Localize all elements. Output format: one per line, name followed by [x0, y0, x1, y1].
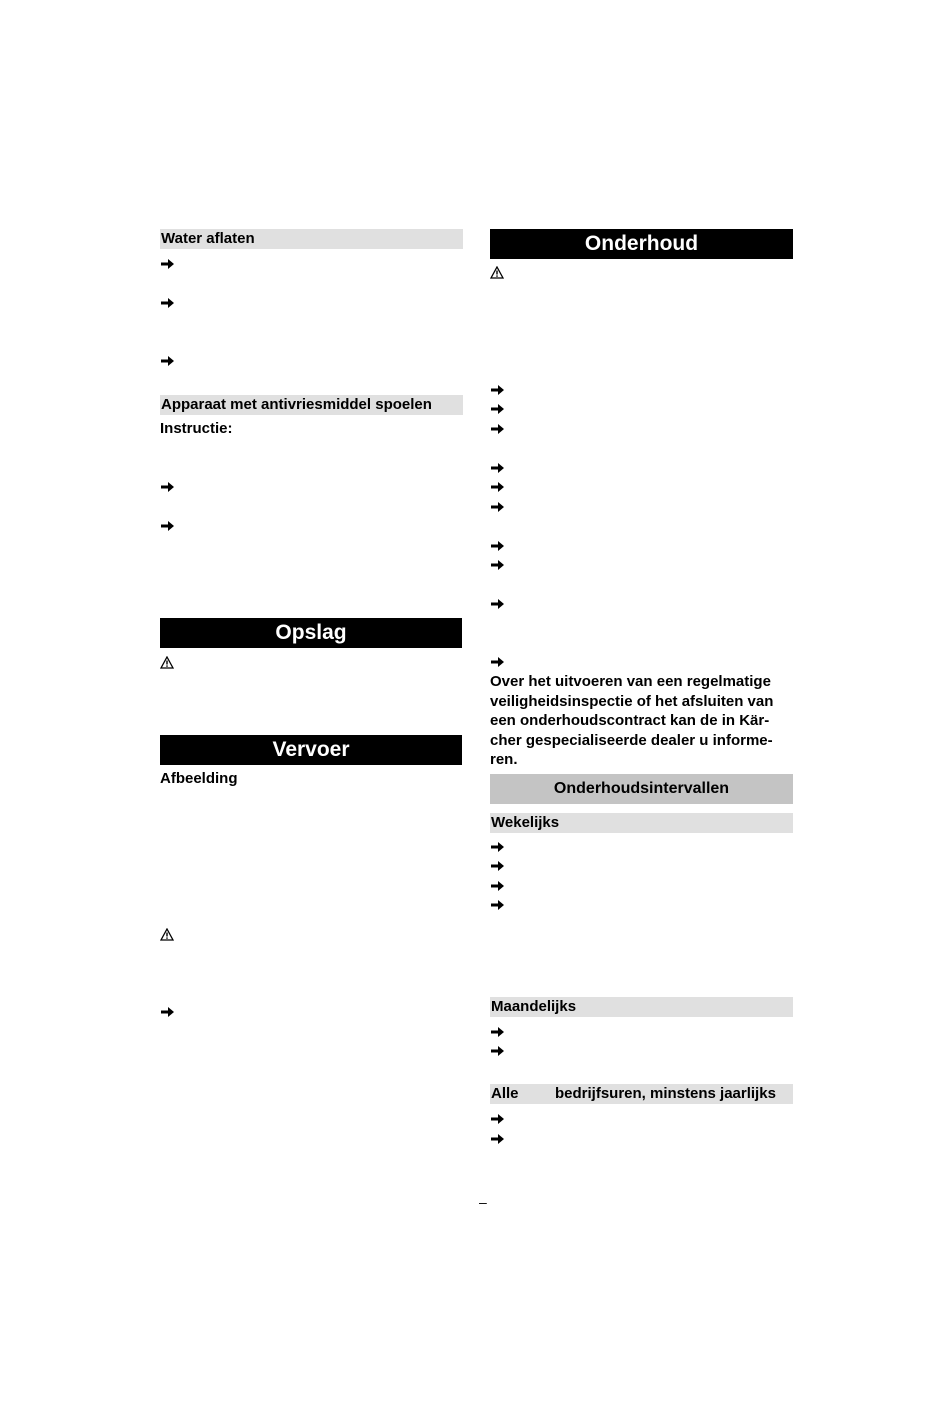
arrow-right-icon [490, 1112, 506, 1126]
instructie-label: Instructie: [160, 420, 233, 437]
warning-icon [490, 266, 504, 279]
paragraph-line: een onderhoudscontract kan de in Kär- [490, 712, 770, 729]
afbeelding-label: Afbeelding [160, 770, 238, 787]
arrow-right-icon [490, 539, 506, 553]
section-heading-wekelijks [490, 813, 793, 833]
heading-text-alle: Alle [491, 1085, 519, 1102]
chapter-heading-onderhoud [490, 229, 793, 259]
arrow-right-icon [490, 840, 506, 854]
arrow-right-icon [490, 422, 506, 436]
page-number-mark: – [479, 1194, 487, 1210]
section-heading-onderhoudsintervallen [490, 774, 793, 804]
arrow-right-icon [490, 597, 506, 611]
paragraph-line: ren. [490, 751, 518, 768]
arrow-right-icon [160, 1005, 176, 1019]
heading-text: Onderhoudsintervallen [553, 780, 730, 797]
heading-text: Water aflaten [161, 230, 255, 247]
arrow-right-icon [490, 402, 506, 416]
warning-icon [160, 656, 174, 669]
heading-text: Maandelijks [491, 998, 577, 1015]
chapter-heading-opslag [160, 618, 462, 648]
arrow-right-icon [490, 500, 506, 514]
heading-text-rest: bedrijfsuren, minstens jaarlijks [555, 1085, 776, 1102]
arrow-right-icon [490, 383, 506, 397]
arrow-right-icon [160, 296, 176, 310]
heading-text: Onderhoud [584, 232, 699, 255]
arrow-right-icon [490, 480, 506, 494]
section-heading-antivries [160, 395, 463, 415]
arrow-right-icon [160, 257, 176, 271]
arrow-right-icon [490, 859, 506, 873]
arrow-right-icon [490, 461, 506, 475]
arrow-right-icon [160, 480, 176, 494]
arrow-right-icon [490, 1044, 506, 1058]
heading-text: Wekelijks [491, 814, 560, 831]
dealer-info-paragraph [490, 672, 794, 770]
arrow-right-icon [490, 898, 506, 912]
section-heading-jaarlijks [490, 1084, 793, 1104]
paragraph-line: Over het uitvoeren van een regelmatige [490, 673, 771, 690]
heading-text: Opslag [275, 621, 347, 644]
arrow-right-icon [490, 655, 506, 669]
arrow-right-icon [160, 519, 176, 533]
chapter-heading-vervoer [160, 735, 462, 765]
arrow-right-icon [160, 354, 176, 368]
section-heading-water-aflaten [160, 229, 463, 249]
arrow-right-icon [490, 1132, 506, 1146]
paragraph-line: cher gespecialiseerde dealer u informe- [490, 731, 773, 749]
arrow-right-icon [490, 558, 506, 572]
paragraph-line: veiligheidsinspectie of het afsluiten van [490, 692, 774, 710]
arrow-right-icon [490, 1025, 506, 1039]
heading-text: Vervoer [272, 738, 350, 761]
heading-text: Apparaat met antivriesmiddel spoelen [161, 396, 432, 413]
section-heading-maandelijks [490, 997, 793, 1017]
warning-icon [160, 928, 174, 941]
arrow-right-icon [490, 879, 506, 893]
